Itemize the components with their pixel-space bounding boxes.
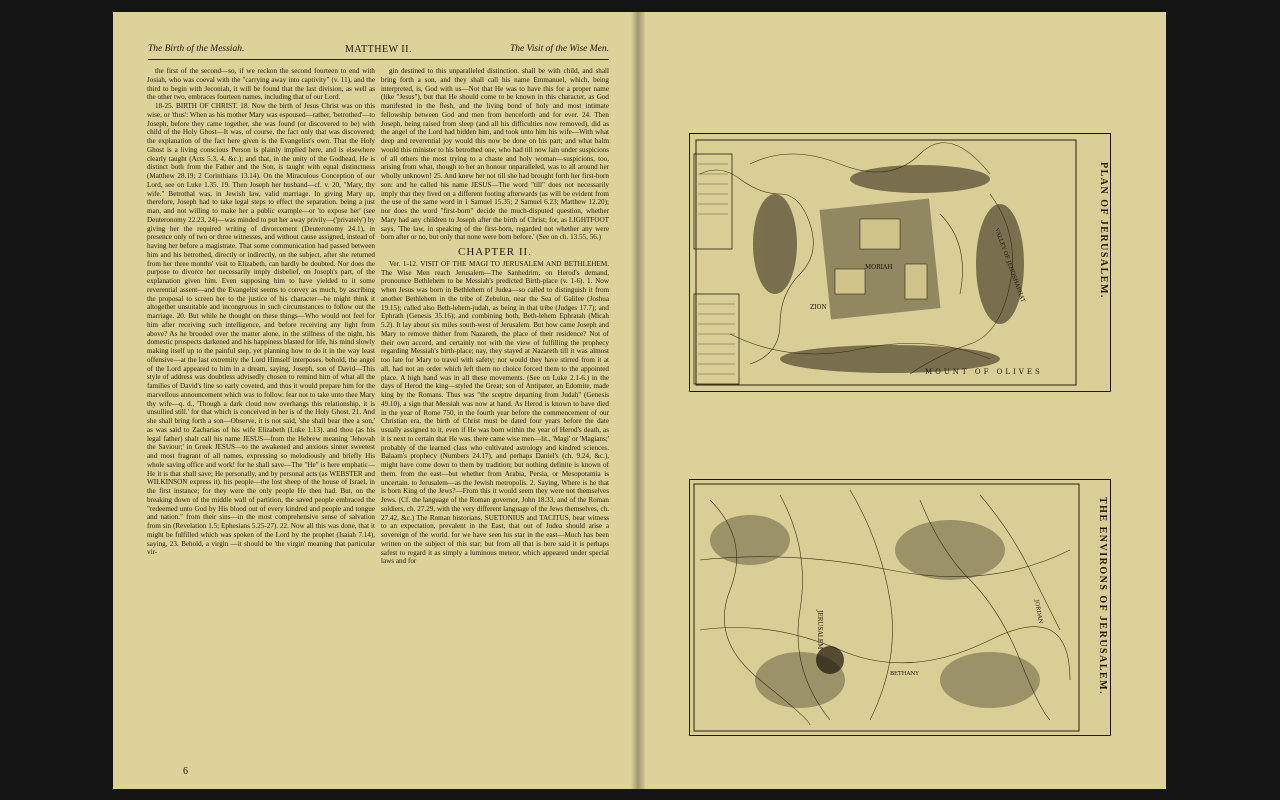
plan-of-jerusalem-map <box>689 133 1111 392</box>
left-page <box>113 12 638 789</box>
svg-text:ZION: ZION <box>810 304 827 311</box>
header-right: The Visit of the Wise Men. <box>509 44 609 54</box>
environs-of-jerusalem-title: THE ENVIRONS OF JERUSALEM. <box>1097 497 1108 696</box>
svg-text:BETHANY: BETHANY <box>890 671 919 677</box>
header-left: The Birth of the Messiah. <box>148 44 245 54</box>
paragraph: the first of the second—so, if we reckon the second fourteen to end with Josiah, who was coeval with the "carrying away into captivity" (v. 11), and the third to begin with Jeconiah, it will be found that the last division, as well as the other two, embraces fourteen names, including that of our Lord. <box>147 67 375 102</box>
text-column-right <box>381 67 609 767</box>
svg-text:MORIAH: MORIAH <box>865 264 893 271</box>
environs-of-jerusalem-map <box>689 479 1111 736</box>
svg-text:VALLEY OF JEHOSHAPHAT: VALLEY OF JEHOSHAPHAT <box>993 227 1026 304</box>
text-column-left <box>147 67 375 761</box>
paragraph: gin destined to this unparalleled distinction. shall be with child, and shall bring forth a son, and they shall call his name Emmanuel, which, being interpreted, is, God with us—Not that He was to have this for a proper name (like "Jesus"), but that He should come to be known in this character, as God manifested in the flesh, and the living bond of holy and most intimate fellowship between God and men from henceforth and for ever. 24. Then Joseph, being raised from sleep (and all his difficulties now removed), did as the angel of the Lord had bidden him, and took unto him his wife—With what deep and reverential joy would this now be done on his part; and what balm would this minister to his betrothed one, who had till now lain under suspicions of all others the most trying to a chaste and holy woman—suspicions, too, arising from what, though to her an honour unparalleled, was to all around her wholly unknown! 25. And knew her not till she had brought forth her first-born son: and he called his name JESUS—The word "till" does not necessarily imply that they lived on a different footing afterwards (as will be evident from the use of the same word in 1 Samuel 15.35; 2 Samuel 6.23; Matthew 12.20); nor does the word "first-born" decide the much-disputed question, whether Mary had any children to Joseph after the birth of Christ; for, as LIGHTFOOT says, 'The law, in speaking of the first-born, regarded not whether any were born after or no, but only that none were born before.' (See on ch. 13.55, 56.) <box>381 67 609 242</box>
map-engraving <box>690 134 1110 391</box>
paragraph: 18-25. BIRTH OF CHRIST. 18. Now the birth of Jesus Christ was on this wise, or 'thus': When as his mother Mary was espoused—rather, 'betrothed'—to Joseph, before they came together, she was found (or discovered to be) with child of the Holy Ghost—It was, of course, the fact only that was discovered; the explanation of the fact here given is the Evangelist's own. That the Holy Ghost is a living conscious Person is plainly implied here, and is elsewhere clearly taught (Acts 5.3, 4, &c.); and that, in the unity of the Godhead, He is distinct both from the Father and the Son, is taught with equal distinctness (Matthew 28.19; 2 Corinthians 13.14). On the Miraculous Conception of our Lord, see on Luke 1.35. 19. Then Joseph her husband—cf. v. 20, "Mary, thy wife." Betrothal was, in Jewish law, valid marriage. In giving Mary up, therefore, Joseph had to take legal steps to effect the separation. being a just man, and not willing to make her a public example—or 'to expose her' (see Deuteronomy 22.23, 24)—was minded to put her away privily—('privately') by giving her the required writing of divorcement (Deuteronomy 24.1), in presence only of two or three witnesses, and without cause assigned, instead of having her before a magistrate. That some communication had passed between him and his betrothed, directly or indirectly, on the subject, after she returned from her three months' visit to Elizabeth, can hardly be doubted. Nor does the purpose to divorce her necessarily imply disbelief, on Joseph's part, of the explanation given him. Even supposing him to have yielded to it some reverential assent—and the Evangelist seems to convey as much, by ascribing the proposal to screen her to the justice of his character—he might think it altogether unsuitable and incongruous in such circumstances to follow out the marriage. 20. But while he thought on these things—Who would not feel for him after receiving such intelligence, and before receiving any light from above? As he brooded over the matter alone, in the stillness of the night, his domestic prospects darkened and his happiness blasted for life, his mind slowly making itself up to the painful step, yet planning how to do it in the way least offensive—at the last extremity the Lord Himself interposes. behold, the angel of the Lord appeared to him in a dream, saying, Joseph, son of David—This style of address was doubtless advisedly chosen to remind him of what all the families of David's line so early coveted, and thus it would prepare him for the marvellous announcement which was to follow. fear not to take unto thee Mary thy wife—q. d., 'Though a dark cloud now overhangs this relationship, it is unsullied still.' for that which is conceived in her is of the Holy Ghost. 21. And she shall bring forth a son—Observe, it is not said, 'she shall bear thee a son,' as was said to Zacharias of his wife Elizabeth (Luke 1.13). and thou (as his legal father) shalt call his name JESUS—from the Hebrew meaning 'Jehovah the Saviour;' in Greek JESUS—to the awakened and anxious sinner sweetest and most fragrant of all names, expressing so melodiously and briefly His whole saving office and work! for he shall save—The "He" is here emphatic—He it is that shall save; He personally, and by personal acts (as WEBSTER and WILKINSON express it). his people—the lost sheep of the house of Israel, in the first instance; for they were the only people He then had. But, on the breaking down of the middle wall of partition, the saved people embraced the "redeemed unto God by His blood out of every kindred and people and tongue and nation." from their sins—in the most comprehensive sense of salvation from sin (Revelation 1.5; Ephesians 5.25-27). 22. Now all this was done, that it might be fulfilled which was spoken of the Lord by the prophet (Isaiah 7.14), saying, 23. Behold, a virgin —it should be 'the virgin' meaning that particular vir- <box>147 102 375 557</box>
chapter-heading: CHAPTER II. <box>458 246 532 258</box>
page-number: 6 <box>183 766 188 777</box>
map-engraving <box>690 480 1110 735</box>
svg-text:JERUSALEM: JERUSALEM <box>816 610 823 650</box>
running-header <box>148 44 609 58</box>
book-spread <box>113 12 1166 789</box>
header-rule <box>148 59 609 60</box>
svg-text:JORDAN: JORDAN <box>1033 599 1044 625</box>
plan-of-jerusalem-title: PLAN OF JERUSALEM. <box>1098 162 1109 299</box>
header-center: MATTHEW II. <box>345 44 412 55</box>
svg-text:MOUNT OF OLIVES: MOUNT OF OLIVES <box>925 368 1043 376</box>
paragraph: Ver. 1-12. VISIT OF THE MAGI TO JERUSALEM AND BETHLEHEM. The Wise Men reach Jerusalem—The Sanhedrim, on Herod's demand, pronounce Bethlehem to be Messiah's predicted Birth-place (v. 1-6). 1. Now when Jesus was born in Bethlehem of Judea—so called to distinguish it from another Bethlehem in the tribe of Zebulun, near the Sea of Galilee (Joshua 19.15); called also Beth-lehem-judah, as being in that tribe (Judges 17.7); and Ephrath (Genesis 35.16); and combining both, Beth-lehem Ephratah (Micah 5.2). It lay about six miles south-west of Jerusalem. But how came Joseph and Mary to remove thither from Nazareth, the place of their residence? Not of their own accord, and certainly not with the view of fulfilling the prophecy regarding Messiah's birth-place; nay, they stayed at Nazareth till it was almost too late for Mary to travel with safety; nor would they have stirred from it at all, had not an order which left them no choice forced them to the appointed place. A high hand was in all these movements. (See on Luke 2.1-6.) in the days of Herod the king—styled the Great; son of Antipater, an Edomite, made king by the Romans. Thus was "the sceptre departing from Judah" (Genesis 49.10), a sign that Messiah was now at hand. As Herod is known to have died in the year of Rome 750, in the fourth year before the commencement of our Christian era, the birth of Christ must be dated four years before the date usually assigned to it, even if He was born within the year of Herod's death, as it is next to certain that He was. there came wise men—lit., 'Magi' or 'Magians;' probably of the learned class who cultivated astrology and kindred sciences. Balaam's prophecy (Numbers 24.17), and perhaps Daniel's (ch. 9.24, &c.), might have come down to them by tradition; but nothing definite is known of them. from the east—but whether from Arabia, Persia, or Mesopotamia is uncertain. to Jerusalem—as the Jewish metropolis. 2. Saying, Where is he that is born King of the Jews?—From this it would seem they were not themselves Jews. (Cf. the language of the Roman governor, John 18.33, and of the Roman soldiers, ch. 27.29, with the very different language of the Jews themselves, ch. 27.42, &c.) The Roman historians, SUETONIUS and TACITUS, bear witness to an expectation, prevalent in the East, that out of Judea should arise a sovereign of the world. for we have seen his star in the east—Much has been written on the subject of this star; but from all that is here said it is perhaps safest to regard it as simply a luminous meteor, which appeared under special laws and for <box>381 259 609 566</box>
